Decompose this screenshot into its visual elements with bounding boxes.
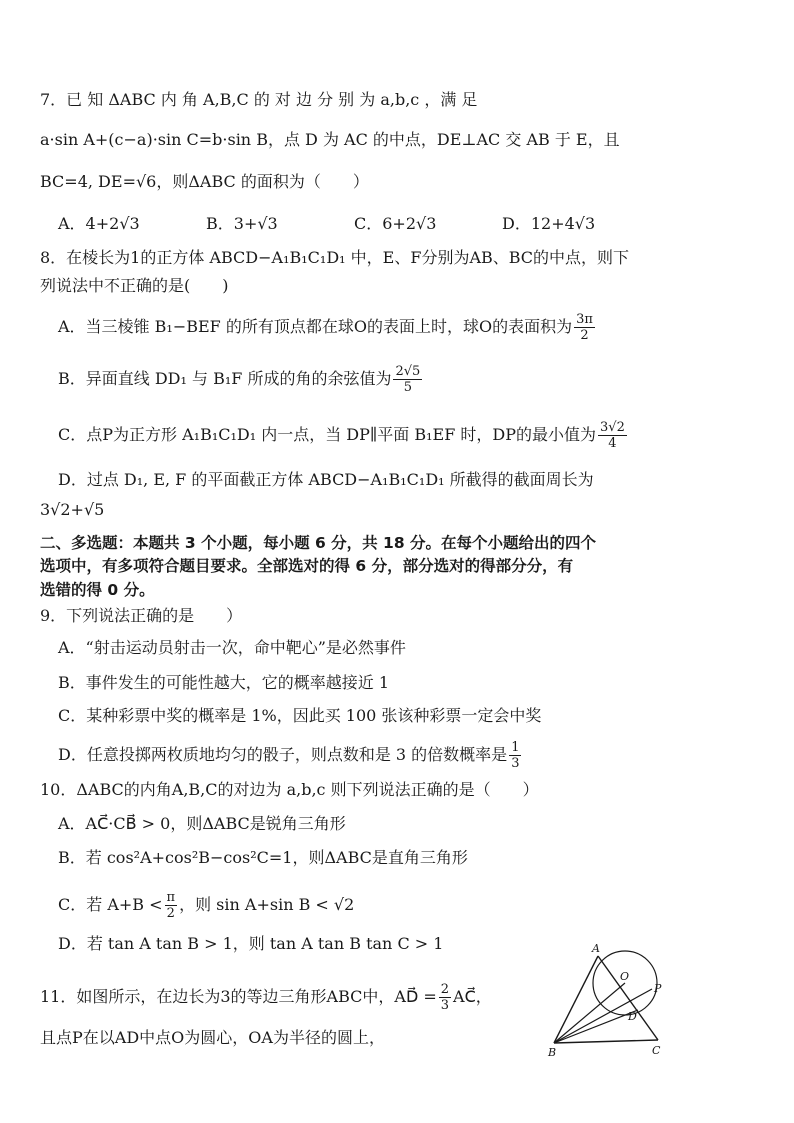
q10-stem: 10．ΔABC的内角A,B,C的对边为 a,b,c 则下列说法正确的是（ ）: [40, 780, 539, 799]
q11-stem-line2: 且点P在以AD中点O为圆心，OA为半径的圆上，: [40, 1028, 385, 1047]
side-ab: [554, 956, 598, 1043]
fraction-numerator: 2√5: [395, 364, 421, 379]
q11-stem-line1: [40, 982, 492, 1013]
fraction-denominator: 4: [608, 436, 617, 451]
label-b: B: [548, 1046, 557, 1059]
q9-option-d-text: D．任意投掷两枚质地均匀的骰子，则点数和是 3 的倍数概率是: [58, 745, 508, 764]
q7-stem-line3: BC=4, DE=√6，则ΔABC 的面积为（ ）: [40, 172, 369, 191]
segment-bd: [554, 1010, 638, 1043]
q8-option-b-text: B．异面直线 DD₁ 与 B₁F 所成的角的余弦值为: [58, 369, 392, 388]
fraction-numerator: 3π: [576, 312, 593, 327]
section2-heading-line3: 选错的得 0 分。: [40, 581, 155, 599]
side-bc: [554, 1040, 658, 1043]
q10-option-c: [58, 890, 354, 921]
fraction-denominator: 2: [166, 906, 175, 921]
q9-option-a: A．“射击运动员射击一次，命中靶心”是必然事件: [58, 638, 406, 657]
q8-option-c-fraction: [598, 420, 627, 451]
q7-stem-line2: a·sin A+(c−a)·sin C=b·sin B，点 D 为 AC 的中点，DE⊥AC 交 AB 于 E，且: [40, 130, 620, 149]
fraction-denominator: 2: [580, 328, 589, 343]
fraction-numerator: π: [166, 890, 176, 905]
label-o: O: [620, 970, 630, 983]
q11-fraction: [439, 982, 451, 1013]
label-c: C: [652, 1044, 661, 1057]
q8-option-a-fraction: [574, 312, 595, 343]
q11-stem-post: AC⃗，: [453, 987, 492, 1006]
label-p: P: [654, 982, 662, 995]
label-d: D: [628, 1010, 637, 1023]
q7-stem-line1: 7．已 知 ΔABC 内 角 A,B,C 的 对 边 分 别 为 a,b,c ，满 足: [40, 90, 478, 109]
fraction-denominator: 3: [440, 998, 450, 1013]
q8-stem-line1: 8．在棱长为1的正方体 ABCD−A₁B₁C₁D₁ 中，E、F分别为AB、BC的中点，则下: [40, 248, 630, 267]
q10-option-d: D．若 tan A tan B > 1，则 tan A tan B tan C > 1: [58, 934, 444, 953]
q9-stem: 9．下列说法正确的是 ）: [40, 606, 243, 625]
geometry-figure: [540, 940, 690, 1060]
segment-bp: [554, 989, 652, 1043]
fraction-numerator: 3√2: [600, 420, 625, 435]
q8-stem-line2: 列说法中不正确的是( ): [40, 276, 229, 295]
q9-option-d: [58, 740, 523, 771]
q7-option-c: C．6+2√3: [354, 214, 437, 233]
q8-option-b-fraction: [393, 364, 422, 395]
section2-heading-line1: 二、多选题：本题共 3 个小题，每小题 6 分，共 18 分。在每个小题给出的四个: [40, 534, 597, 552]
q8-option-b: [58, 364, 424, 395]
label-a: A: [592, 942, 600, 955]
q9-option-b: B．事件发生的可能性越大，它的概率越接近 1: [58, 673, 390, 692]
q9-option-c: C．某种彩票中奖的概率是 1%，因此买 100 张该种彩票一定会中奖: [58, 706, 542, 725]
section2-heading-line2: 选项中，有多项符合题目要求。全部选对的得 6 分，部分选对的得部分分，有: [40, 557, 574, 575]
q8-option-a: [58, 312, 597, 343]
fraction-numerator: 2: [440, 982, 450, 997]
fraction-denominator: 3: [511, 756, 520, 771]
q10-option-c-fraction: [165, 890, 178, 921]
fraction-numerator: 1: [511, 740, 520, 755]
fraction-denominator: 5: [403, 380, 412, 395]
q8-option-d-line2: 3√2+√5: [40, 500, 105, 519]
q7-option-d: D．12+4√3: [502, 214, 596, 233]
q10-option-c-pre: C．若 A+B <: [58, 895, 163, 914]
q10-option-b: B．若 cos²A+cos²B−cos²C=1，则ΔABC是直角三角形: [58, 848, 468, 867]
q10-option-c-post: ，则 sin A+sin B < √2: [179, 895, 355, 914]
q8-option-c: [58, 420, 629, 451]
q7-options: [58, 214, 650, 234]
q7-option-a: A．4+2√3: [58, 214, 140, 233]
q8-option-c-text: C．点P为正方形 A₁B₁C₁D₁ 内一点，当 DP∥平面 B₁EF 时，DP的最小值为: [58, 425, 597, 444]
q8-option-d-line1: D．过点 D₁, E, F 的平面截正方体 ABCD−A₁B₁C₁D₁ 所截得的截面周长为: [58, 470, 594, 489]
q9-option-d-fraction: [509, 740, 521, 771]
q11-stem-pre: 11．如图所示，在边长为3的等边三角形ABC中，AD⃗ =: [40, 987, 437, 1006]
q7-option-b: B．3+√3: [206, 214, 278, 233]
q10-option-a: A．AC⃗·CB⃗ > 0，则ΔABC是锐角三角形: [58, 814, 346, 833]
q8-option-a-text: A．当三棱锥 B₁−BEF 的所有顶点都在球O的表面上时，球O的表面积为: [58, 317, 573, 336]
